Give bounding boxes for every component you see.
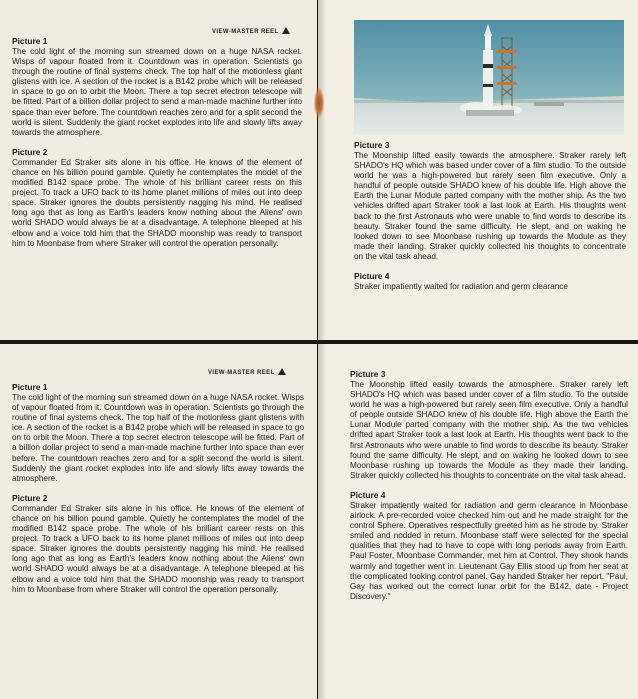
brand-label: VIEW-MASTER REEL — [212, 29, 279, 35]
viewmaster-logo-icon — [282, 27, 290, 34]
picture-1-title-bottom: Picture 1 — [12, 382, 48, 392]
page-stain — [314, 88, 324, 118]
viewmaster-logo-icon-bottom — [278, 368, 286, 375]
picture-2-text: Commander Ed Straker sits alone in his office. He knows of the element of chance on his billion pound gamble. Quietly he contemplates the model of the modified B142 space probe. The whole of his brilliant career rests on this project. To track a UFO back to its home planet millions of miles out into deep space. Straker ignores the doubts persistently nagging his mind. He realised long ago that as long as Earth's leaders know nothing about the Aliens' own world SHADO would always be at a disadvantage. A telephone bleeped at his elbow and a voice told him that the SHADO moonship was ready to transport him to Moonbase from where Straker will control the operation personally. — [12, 157, 302, 248]
story-column-bottom — [12, 382, 304, 604]
viewmaster-header-bottom — [208, 368, 286, 376]
picture-3-title: Picture 3 — [354, 140, 390, 150]
story-column — [12, 36, 302, 258]
bottom-left-page — [0, 344, 317, 699]
picture-1-text-bottom: The cold light of the morning sun streamed down on a huge NASA rocket. Wisps of vapour floated from it. Countdown was in operation. Scientists go through the routine of final systems check. The top half of the motionless giant glistens with ice. A section of the rocket is a B142 probe which will be released in space to go on to orbit the Moon. There a top secret electron telescope will be fitted. Part of a billion dollar project to send a man-made machine further into space than ever before. The countdown reaches zero and for a split second the world is silent. Suddenly the giant rocket explodes into life and slowly lifts away towards the atmosphere. — [12, 393, 304, 483]
picture-2-title: Picture 2 — [12, 146, 48, 157]
viewmaster-header — [212, 27, 290, 35]
picture-4-title-bottom: Picture 4 — [350, 489, 386, 500]
bottom-right-page — [318, 344, 638, 699]
picture-3-text-bottom: The Moonship lifted easily towards the atmosphere. Straker rarely left SHADO's HQ which was based under cover of a film studio. To the outside world he was a high-powered but rarely seen film executive. Only a handful of people outside SHADO knew of his double life. High above the Earth the Lunar Module parted company with the mother ship. As the two vehicles drifted apart Straker took a last look at Earth. His thoughts went back to the first Astronauts who were unable to find words to describe its beauty. Straker found the same difficulty. He slept, and on waking he looked down to see Moonbase rushing up towards the Module as they made their landing. Straker quickly collected his thoughts to concentrate on the vital task ahead. — [350, 380, 628, 480]
picture-2-title-bottom: Picture 2 — [12, 492, 48, 503]
page-gutter-shadow-bottom — [318, 344, 326, 699]
picture-2-text-bottom: Commander Ed Straker sits alone in his office. He knows of the element of chance on his billion pound gamble. Quietly he contemplates the model of the modified B142 space probe. The whole of his brilliant career rests on this project. To track a UFO back to its home planet millions of miles out into deep space. Straker ignores the doubts persistently nagging his mind. He realised long ago that as long as Earth's leaders know nothing about the Aliens' own world SHADO would always be at a disadvantage. A telephone bleeped at his elbow and a voice told him that the SHADO moonship was ready to transport him to Moonbase from where Straker will control the operation personally. — [12, 503, 304, 594]
rocket-photo-illustration — [354, 20, 624, 135]
top-left-page — [0, 0, 317, 340]
rocket-launch-photo — [354, 20, 624, 135]
picture-3-title-bottom: Picture 3 — [350, 369, 386, 379]
picture-3-text: The Moonship lifted easily towards the atmosphere. Straker rarely left SHADO's HQ which was based under cover of a film studio. To the outside world he was a high-powered but rarely seen film executive. Only a handful of people outside SHADO knew of his double life. High above the Earth the Lunar Module parted company with the mother ship. As the two vehicles drifted apart Straker took a last look at Earth. His thoughts went back to the first Astronauts who were unable to find words to describe its beauty. Straker found the same difficulty. He slept, and on waking he looked down to see Moonbase rushing up towards the Module as they made their landing. Straker quickly collected his thoughts to concentrate on the vital task ahead. — [354, 151, 626, 261]
picture-1-text: The cold light of the morning sun streamed down on a huge NASA rocket. Wisps of vapour floated from it. Countdown was in operation. Scientists go through the routine of final systems check. The top half of the motionless giant glistens with ice. A section of the rocket is a B142 probe which will be released in space to go on to orbit the Moon. There a top secret electron telescope will be fitted. Part of a billion dollar project to send a man-made machine further into space than ever before. The countdown reaches zero and for a split second the world is silent. Suddenly the giant rocket explodes into life and slowly lifts away towards the atmosphere. — [12, 47, 302, 137]
picture-4-text-partial: Straker impatiently waited for radiation and germ clearance — [354, 282, 568, 292]
brand-label-bottom: VIEW-MASTER REEL — [208, 370, 275, 376]
story-column-right — [354, 140, 626, 292]
picture-4-text-bottom: Straker impatiently waited for radiation and germ clearance in Moonbase airlock. A pre-recorded voice checked him out and he made straight for the control Sphere. Operatives respectfully greeted him as he strode by. Straker smiled and nodded in return. Moonbase staff were selected for the special qualities that they had to have to cope with long periods away from Earth. Paul Foster, Moonbase Commander, met him at Control. They shook hands warmly and together went in. Lieutenant Gay Ellis stood up from her seat at the complicated looking control panel. Gay handed Straker her report. "Paul, Gay has worked out the correct lunar orbit for the B142, date - Project Discovery." — [350, 500, 628, 601]
story-column-bottom-right — [350, 369, 628, 611]
picture-1-title: Picture 1 — [12, 36, 48, 46]
picture-4-title-partial: Picture 4 — [354, 271, 390, 282]
top-right-page — [318, 0, 638, 340]
page-gutter-shadow — [318, 0, 326, 340]
